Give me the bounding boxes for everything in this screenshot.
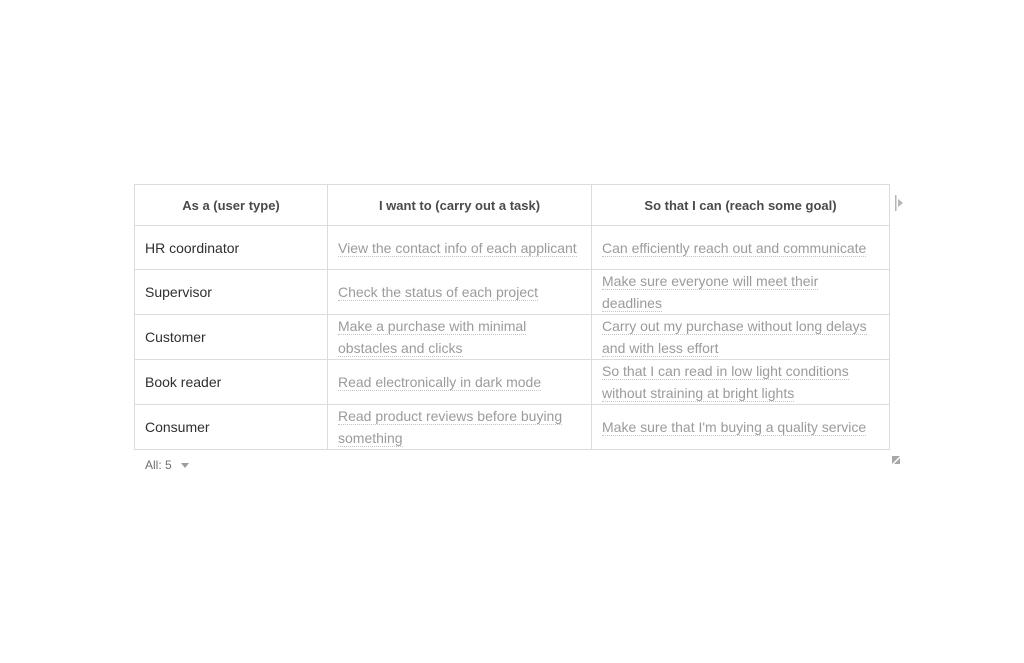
task-cell[interactable] xyxy=(328,360,592,405)
table-row xyxy=(135,315,890,360)
user-type-cell[interactable]: Supervisor xyxy=(135,270,328,315)
task-cell[interactable] xyxy=(328,315,592,360)
task-text: Read electronically in dark mode xyxy=(338,374,542,390)
task-cell[interactable] xyxy=(328,226,592,270)
task-cell[interactable] xyxy=(328,405,592,450)
column-resize-handle-icon[interactable] xyxy=(895,195,905,211)
user-type-cell[interactable]: HR coordinator xyxy=(135,226,328,270)
user-type-cell[interactable]: Customer xyxy=(135,315,328,360)
goal-text: Carry out my purchase without long delays and with less effort xyxy=(602,318,867,356)
goal-cell[interactable] xyxy=(592,270,890,315)
header-row xyxy=(135,185,890,226)
corner-resize-handle-icon[interactable] xyxy=(891,452,901,462)
goal-text: Make sure that I'm buying a quality service xyxy=(602,419,867,435)
task-text: View the contact info of each applicant xyxy=(338,239,577,256)
goal-cell[interactable] xyxy=(592,315,890,360)
row-count-filter[interactable] xyxy=(145,458,189,472)
task-cell[interactable] xyxy=(328,270,592,315)
user-stories-table xyxy=(134,184,890,450)
user-stories-table-container xyxy=(134,184,889,450)
goal-cell[interactable] xyxy=(592,226,890,270)
chevron-down-icon xyxy=(181,463,189,468)
table-row xyxy=(135,226,890,270)
user-type-cell[interactable]: Book reader xyxy=(135,360,328,405)
column-header-task[interactable]: I want to (carry out a task) xyxy=(328,185,592,226)
table-row xyxy=(135,360,890,405)
column-header-user-type[interactable]: As a (user type) xyxy=(135,185,328,226)
goal-text: Make sure everyone will meet their deadlines xyxy=(602,273,819,311)
user-type-cell[interactable]: Consumer xyxy=(135,405,328,450)
task-text: Make a purchase with minimal obstacles and clicks xyxy=(338,318,527,356)
goal-cell[interactable] xyxy=(592,360,890,405)
row-count-label: All: 5 xyxy=(145,458,172,472)
task-text: Check the status of each project xyxy=(338,284,538,300)
table-row xyxy=(135,270,890,315)
goal-cell[interactable] xyxy=(592,405,890,450)
column-header-goal[interactable]: So that I can (reach some goal) xyxy=(592,185,890,226)
table-row xyxy=(135,405,890,450)
goal-text: So that I can read in low light conditions without straining at bright lights xyxy=(602,363,849,401)
goal-text: Can efficiently reach out and communicate xyxy=(602,239,867,256)
task-text: Read product reviews before buying something xyxy=(338,408,563,446)
